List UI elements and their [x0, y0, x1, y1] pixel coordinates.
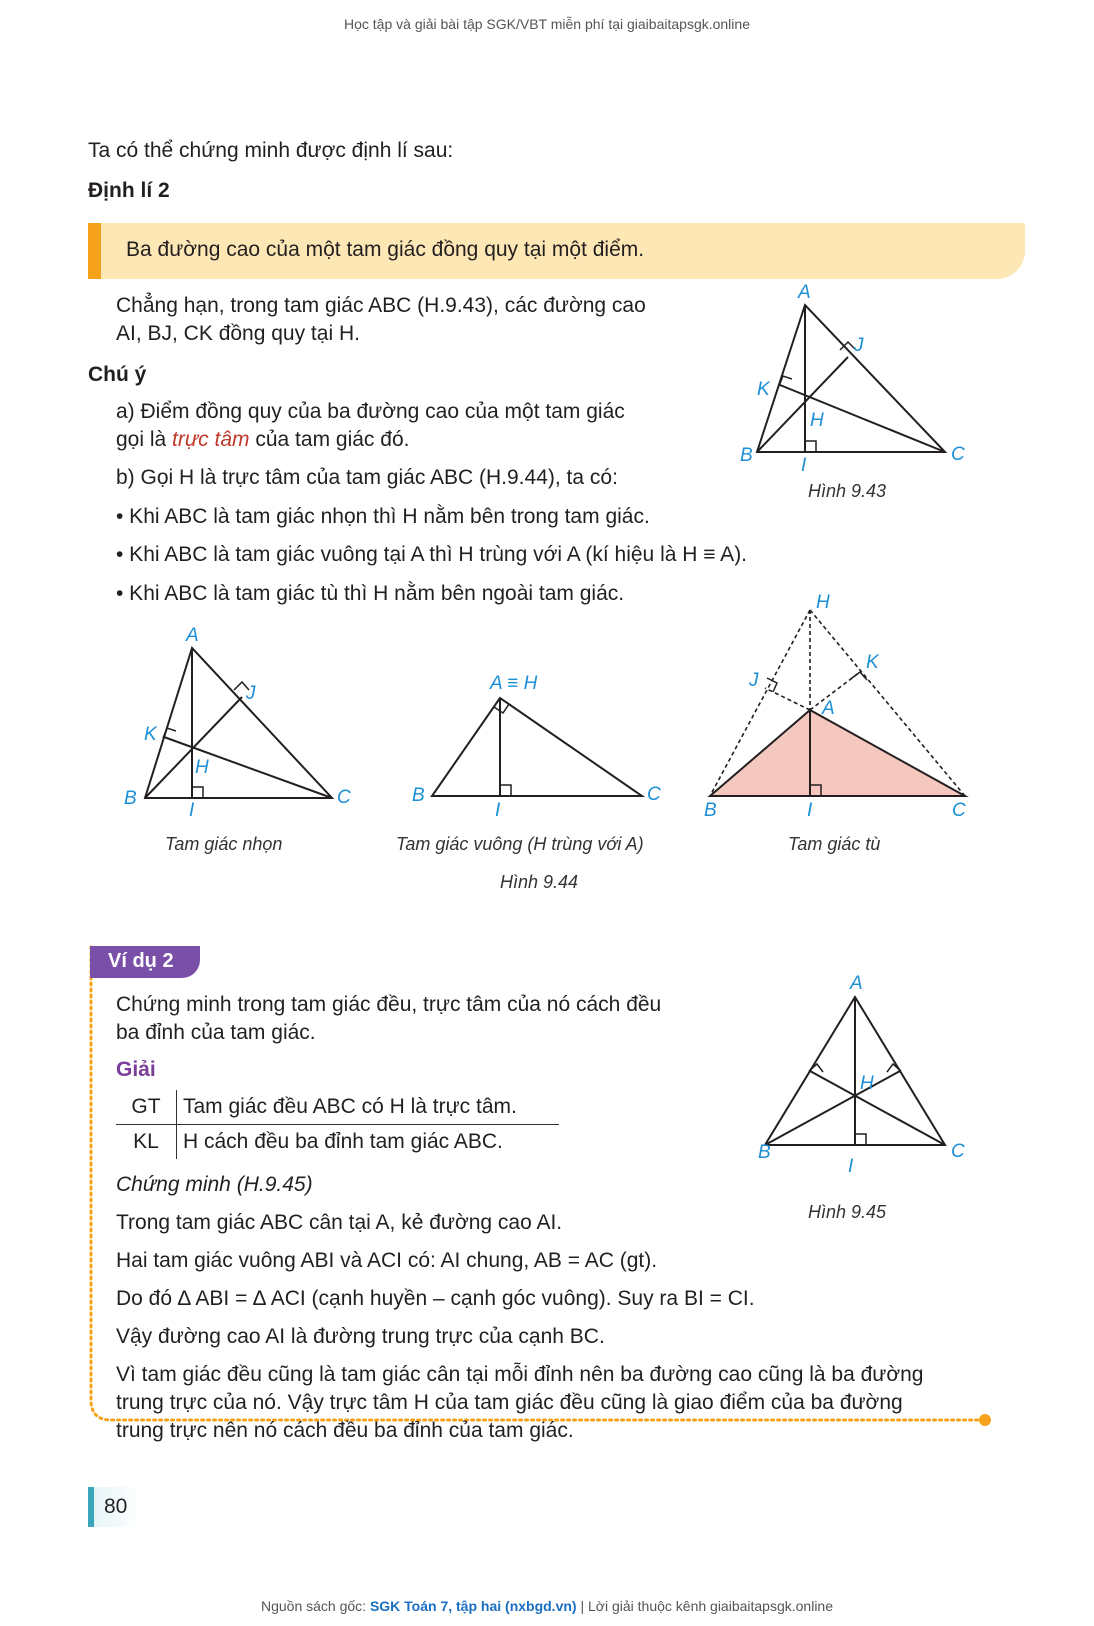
obtuse-label-A: A: [822, 698, 835, 719]
acute-label-K: K: [144, 724, 157, 745]
caption-right: Tam giác vuông (H trùng với A): [396, 834, 644, 854]
proof-title: Chứng minh (H.9.45): [116, 1173, 313, 1196]
caption-acute: Tam giác nhọn: [165, 834, 283, 854]
example2-line-1: Chứng minh trong tam giác đều, trực tâm của nó cách đều: [116, 993, 662, 1016]
figure-9-43: [740, 280, 980, 480]
obtuse-label-I: I: [807, 800, 813, 821]
obtuse-label-H: H: [816, 592, 830, 613]
footer-suffix: | Lời giải thuộc kênh giaibaitapsgk.online: [576, 1598, 834, 1614]
label-J: J: [854, 335, 864, 356]
page-footer: [0, 1598, 1094, 1614]
acute-triangle-figure: [120, 620, 370, 820]
obtuse-triangle-figure: [700, 588, 980, 828]
theorem-box: [88, 223, 1025, 279]
eq-label-C: C: [951, 1141, 965, 1162]
proof-line-1: Trong tam giác ABC cân tại A, kẻ đường cao AI.: [116, 1211, 563, 1234]
label-A: A: [798, 282, 811, 303]
caption-obtuse: Tam giác tù: [788, 834, 881, 854]
example-line-2: AI, BJ, CK đồng quy tại H.: [116, 322, 360, 345]
right-label-C: C: [647, 784, 661, 805]
eq-label-B: B: [758, 1142, 771, 1163]
eq-label-H: H: [860, 1073, 874, 1094]
example-tag-label: Ví dụ 2: [108, 950, 174, 972]
note-a-line-1: a) Điểm đồng quy của ba đường cao của một tam giác: [116, 400, 625, 423]
proof-line-3: Do đó ∆ ABI = ∆ ACI (cạnh huyền – cạnh góc vuông). Suy ra BI = CI.: [116, 1287, 755, 1310]
note-title: Chú ý: [88, 363, 147, 386]
obtuse-label-K: K: [866, 652, 879, 673]
footer-source-link[interactable]: SGK Toán 7, tập hai (nxbgd.vn): [369, 1598, 577, 1614]
theorem-text: Ba đường cao của một tam giác đồng quy tại một điểm.: [126, 238, 645, 261]
proof-line-5c: trung trực nên nó cách đều ba đỉnh của tam giác.: [116, 1419, 574, 1442]
bullet-acute: • Khi ABC là tam giác nhọn thì H nằm bên trong tam giác.: [116, 505, 650, 528]
orthocenter-term: trực tâm: [172, 428, 250, 451]
proof-line-5a: Vì tam giác đều cũng là tam giác cân tại mỗi đỉnh nên ba đường cao cũng là ba đường: [116, 1363, 924, 1386]
label-K: K: [757, 379, 770, 400]
obtuse-label-B: B: [704, 800, 717, 821]
example-line-1: Chẳng hạn, trong tam giác ABC (H.9.43), các đường cao: [116, 294, 646, 317]
acute-label-I: I: [189, 800, 195, 821]
gt-key: GT: [116, 1090, 177, 1125]
note-b: b) Gọi H là trực tâm của tam giác ABC (H.9.44), ta có:: [116, 466, 618, 489]
eq-label-A: A: [850, 973, 863, 994]
example2-line-2: ba đỉnh của tam giác.: [116, 1021, 316, 1044]
acute-label-B: B: [124, 788, 137, 809]
acute-label-A: A: [186, 625, 199, 646]
acute-label-J: J: [246, 683, 256, 704]
right-label-B: B: [412, 785, 425, 806]
obtuse-label-C: C: [952, 800, 966, 821]
example-tag: [90, 946, 200, 978]
page-number-box: [88, 1487, 140, 1527]
acute-label-H: H: [195, 757, 209, 778]
right-triangle-figure: [408, 668, 678, 821]
fig945-caption: Hình 9.45: [808, 1202, 887, 1222]
gt-kl-table: [116, 1090, 559, 1159]
intro-text: Ta có thể chứng minh được định lí sau:: [88, 139, 454, 162]
bullet-obtuse: • Khi ABC là tam giác tù thì H nằm bên ngoài tam giác.: [116, 582, 625, 605]
note-a-post: của tam giác đó.: [249, 428, 410, 451]
label-B: B: [740, 445, 753, 466]
page-header: Học tập và giải bài tập SGK/VBT miễn phí tại giaibaitapsgk.online: [344, 16, 750, 32]
figure-9-45: [760, 975, 1000, 1185]
kl-key: KL: [116, 1125, 177, 1160]
label-H: H: [810, 410, 824, 431]
kl-value: H cách đều ba đỉnh tam giác ABC.: [183, 1130, 503, 1153]
fig943-caption: Hình 9.43: [808, 481, 887, 501]
fig944-caption: Hình 9.44: [500, 872, 579, 892]
right-label-I: I: [495, 800, 501, 821]
proof-line-5b: trung trực của nó. Vậy trực tâm H của tam giác đều cũng là giao điểm của ba đường: [116, 1391, 903, 1414]
acute-label-C: C: [337, 787, 351, 808]
eq-label-I: I: [848, 1156, 854, 1177]
gt-value: Tam giác đều ABC có H là trực tâm.: [177, 1090, 560, 1125]
page-number: 80: [104, 1495, 128, 1518]
proof-line-4: Vậy đường cao AI là đường trung trực của cạnh BC.: [116, 1325, 605, 1348]
footer-prefix: Nguồn sách gốc:: [260, 1598, 370, 1614]
obtuse-label-J: J: [749, 670, 759, 691]
label-C: C: [951, 444, 965, 465]
bullet-right: • Khi ABC là tam giác vuông tại A thì H trùng với A (kí hiệu là H ≡ A).: [116, 543, 748, 566]
label-I: I: [801, 455, 807, 476]
theorem-title: Định lí 2: [88, 179, 170, 202]
proof-line-2: Hai tam giác vuông ABI và ACI có: AI chung, AB = AC (gt).: [116, 1249, 658, 1272]
note-a-pre: gọi là: [116, 428, 173, 451]
solution-title: Giải: [116, 1058, 156, 1081]
note-a-line-2: [116, 427, 409, 453]
right-label-AH: A ≡ H: [490, 673, 538, 694]
